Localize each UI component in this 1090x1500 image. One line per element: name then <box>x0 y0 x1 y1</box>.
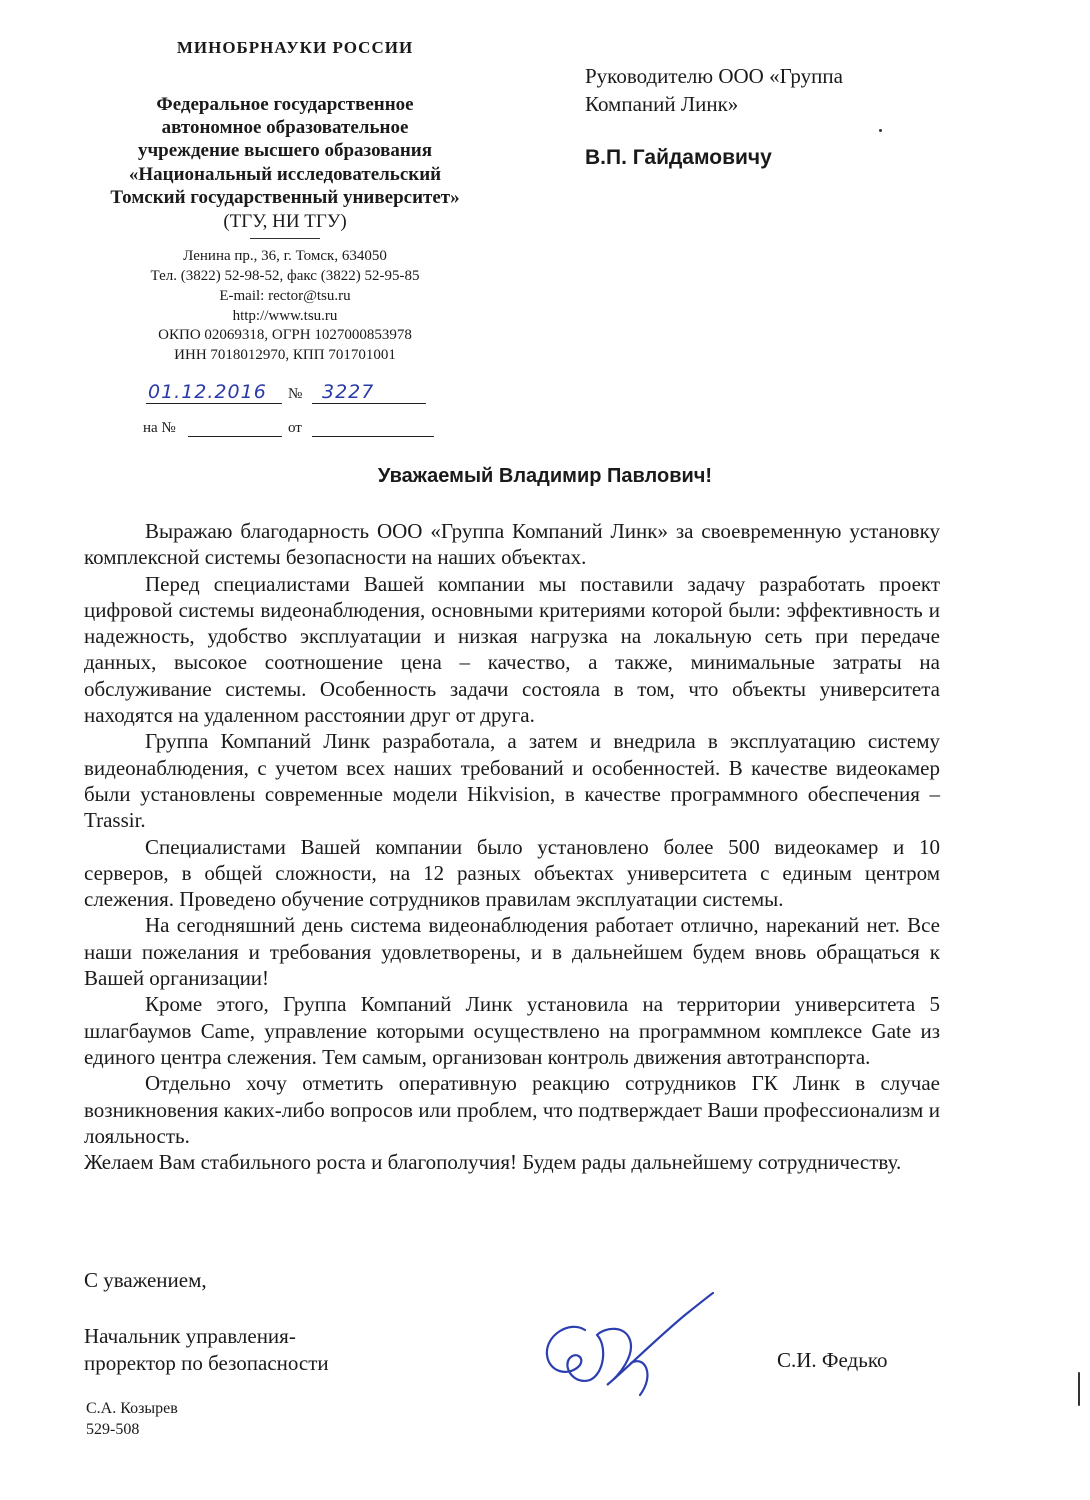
address-line: Ленина пр., 36, г. Томск, 634050 <box>183 248 387 265</box>
body-paragraph: Отдельно хочу отметить оперативную реакцию сотрудников ГК Линк в случае возникновения каких-либо вопросов или проблем, что подтверждает Ваши профессионализм и лояльность. <box>84 1071 940 1148</box>
closing-phrase: С уважением, <box>84 1268 207 1292</box>
executor-name: С.А. Козырев <box>86 1400 178 1417</box>
letter-body <box>84 518 940 1175</box>
body-paragraph: Группа Компаний Линк разработала, а затем и внедрила в эксплуатацию систему видеонаблюдения, с учетом всех наших требований и особенностей. В качестве видеокамер были установлены современные модели Hikvision, в качестве программного обеспечения – Trassir. <box>84 729 940 833</box>
body-paragraph: Выражаю благодарность ООО «Группа Компаний Линк» за своевременную установку комплексной системы безопасности на наших объектах. <box>84 519 940 570</box>
from-line <box>312 414 434 437</box>
handwritten-signature <box>535 1285 735 1415</box>
sender-header <box>70 38 500 366</box>
executor-phone: 529-508 <box>86 1420 140 1438</box>
executor-info <box>86 1399 178 1441</box>
address-line: E-mail: rector@tsu.ru <box>219 287 351 304</box>
signatory-name: С.И. Федько <box>777 1348 888 1372</box>
signatory-position <box>84 1323 329 1378</box>
org-line: Федеральное государственное <box>156 94 414 116</box>
org-abbreviation: (ТГУ, НИ ТГУ) <box>223 210 347 232</box>
header-divider <box>250 238 320 239</box>
address-line: http://www.tsu.ru <box>232 307 338 324</box>
sender-contacts <box>70 247 500 366</box>
from-label: от <box>288 420 302 436</box>
body-paragraph: Кроме этого, Группа Компаний Линк установила на территории университета 5 шлагбаумов Came, управление которыми осуществлено на программном комплексе Gate из единого центра слежения. Тем самым, организован контроль движения автотранспорта. <box>84 992 940 1069</box>
recipient-line: Руководителю ООО «Группа <box>585 64 843 88</box>
org-line: Томский государственный университет» <box>110 186 460 208</box>
handwritten-date: 01.12.2016 <box>148 381 267 403</box>
position-line: проректор по безопасности <box>84 1351 329 1376</box>
closing-wish: Желаем Вам стабильного роста и благополучия! Будем рады дальнейшему сотрудничеству. <box>84 1150 902 1175</box>
org-line: автономное образовательное <box>161 117 409 139</box>
body-paragraph: На сегодняшний день система видеонаблюдения работает отлично, нареканий нет. Все наши пожелания и требования удовлетворены, и в дальнейшем будем вновь обращаться к Вашей организации! <box>84 913 940 991</box>
body-paragraph: Перед специалистами Вашей компании мы поставили задачу разработать проект цифровой системы видеонаблюдения, основными критериями которой были: эффективность и надежность, удобство эксплуатации и низкая нагрузка на локальную сеть при передаче данных, высокое соотношение цена – качество, а также, минимальные затраты на обслуживание системы. Особенность задачи состояла в том, что объекты университета находятся на удаленном расстоянии друг от друга. <box>84 571 940 728</box>
org-line: «Национальный исследовательский <box>128 163 442 185</box>
position-line: Начальник управления- <box>84 1324 296 1348</box>
reference-line <box>188 414 282 437</box>
recipient-name: В.П. Гайдамовичу <box>585 146 772 169</box>
speck <box>879 129 882 132</box>
organization-name <box>70 93 500 209</box>
recipient-title <box>585 63 1005 118</box>
handwritten-number: 3227 <box>322 381 375 403</box>
body-paragraph: Специалистами Вашей компании было установлено более 500 видеокамер и 10 серверов, в общей сложности, на 12 разных объектах университета с единым центром слежения. Проведено обучение сотрудников правилам эксплуатации системы. <box>84 834 940 912</box>
address-line: Тел. (3822) 52-98-52, факс (3822) 52-95-85 <box>150 267 420 284</box>
greeting: Уважаемый Владимир Павлович! <box>377 465 713 487</box>
scan-mark <box>1078 1372 1080 1406</box>
address-line: ИНН 7018012970, КПП 701701001 <box>174 347 396 364</box>
number-label: № <box>288 386 303 402</box>
ministry-name: МИНОБРНАУКИ РОССИИ <box>176 38 414 57</box>
reference-label: на № <box>143 420 176 436</box>
recipient-line: Компаний Линк» <box>585 91 739 116</box>
org-line: учреждение высшего образования <box>137 140 433 162</box>
address-line: ОКПО 02069318, ОГРН 1027000853978 <box>158 327 412 344</box>
